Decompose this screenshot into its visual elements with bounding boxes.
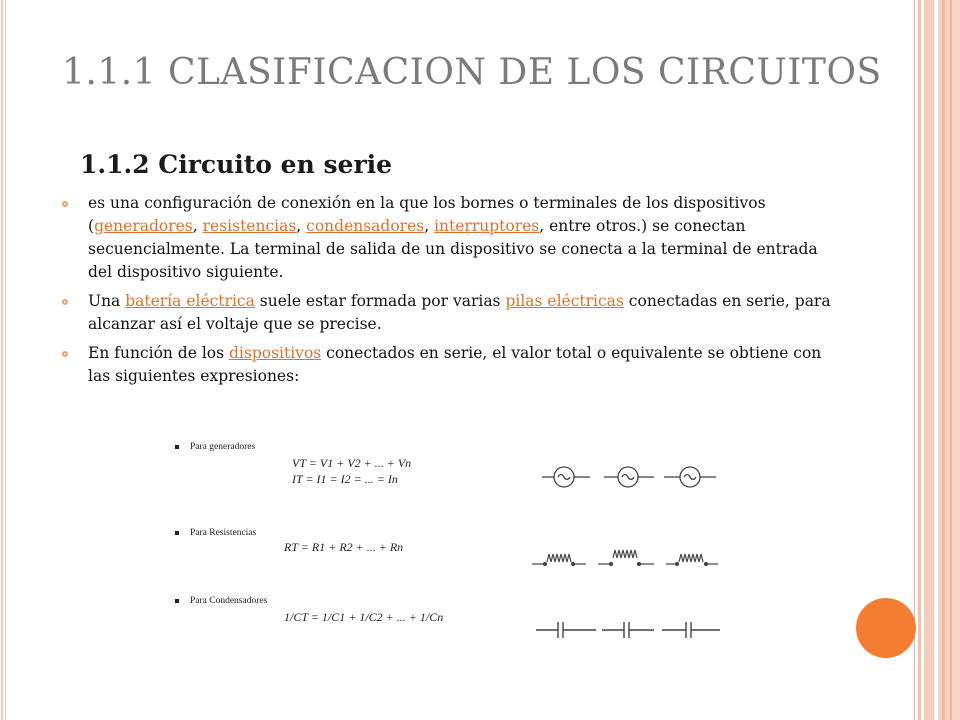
capacitor-series-icon [534,618,724,642]
formula-capacitance: 1/CT = 1/C1 + 1/C2 + ... + 1/Cn [284,610,444,624]
formula-current: IT = I1 = I2 = ... = In [292,472,398,486]
bullet-text: Una [88,292,126,310]
slide-frame-left [0,0,8,720]
bullet-text: , [296,217,307,235]
bullet-text: , entre otros.) se conectan secuencialmente. La terminal de salida de un dispositivo se conecta a la terminal de entrada del dispositivo siguiente. [88,217,818,281]
slide-frame-right [914,0,960,720]
bullet-icon [62,299,68,305]
bullet-text: suele estar formada por varias [254,292,506,310]
slide-subtitle: 1.1.2 Circuito en serie [80,150,393,179]
bullet-icon [62,201,68,207]
link-dispositivos[interactable]: dispositivos [229,344,322,362]
link-condensadores[interactable]: condensadores [306,217,425,235]
bullet-text: es una configuración de conexión en la que los bornes o terminales de los dispositivos ( [88,194,766,235]
bullet-text: , [424,217,435,235]
bullet-item [58,192,838,284]
link-interruptores[interactable]: interruptores [434,217,540,235]
slide-title: 1.1.1 CLASIFICACION DE LOS CIRCUITOS [62,52,882,93]
formula-voltage: VT = V1 + V2 + ... + Vn [292,456,412,470]
bullet-item [58,290,838,336]
bullet-text: conectados en serie, el valor total o equivalente se obtiene con las siguientes expresiones: [88,344,822,385]
link-pilas-electricas[interactable]: pilas eléctricas [505,292,624,310]
bullet-text: En función de los [88,344,229,362]
bullet-item [58,342,838,388]
figure-label-generadores: Para generadores [190,442,256,452]
series-formulas-figure [160,432,740,647]
figure-label-resistencias: Para Resistencias [190,528,257,538]
bullet-text: , [192,217,203,235]
ac-source-series-icon [540,462,720,492]
bullet-text: conectadas en serie, para alcanzar así el voltaje que se precise. [88,292,831,333]
formula-resistance: RT = R1 + R2 + ... + Rn [284,540,404,554]
decorative-circle [856,598,916,658]
figure-label-condensadores: Para Condensadores [190,596,268,606]
bullet-list [58,192,838,394]
link-generadores[interactable]: generadores [94,217,193,235]
bullet-icon [62,351,68,357]
resistor-series-icon [530,544,720,574]
link-resistencias[interactable]: resistencias [202,217,297,235]
link-bateria-electrica[interactable]: batería eléctrica [125,292,255,310]
